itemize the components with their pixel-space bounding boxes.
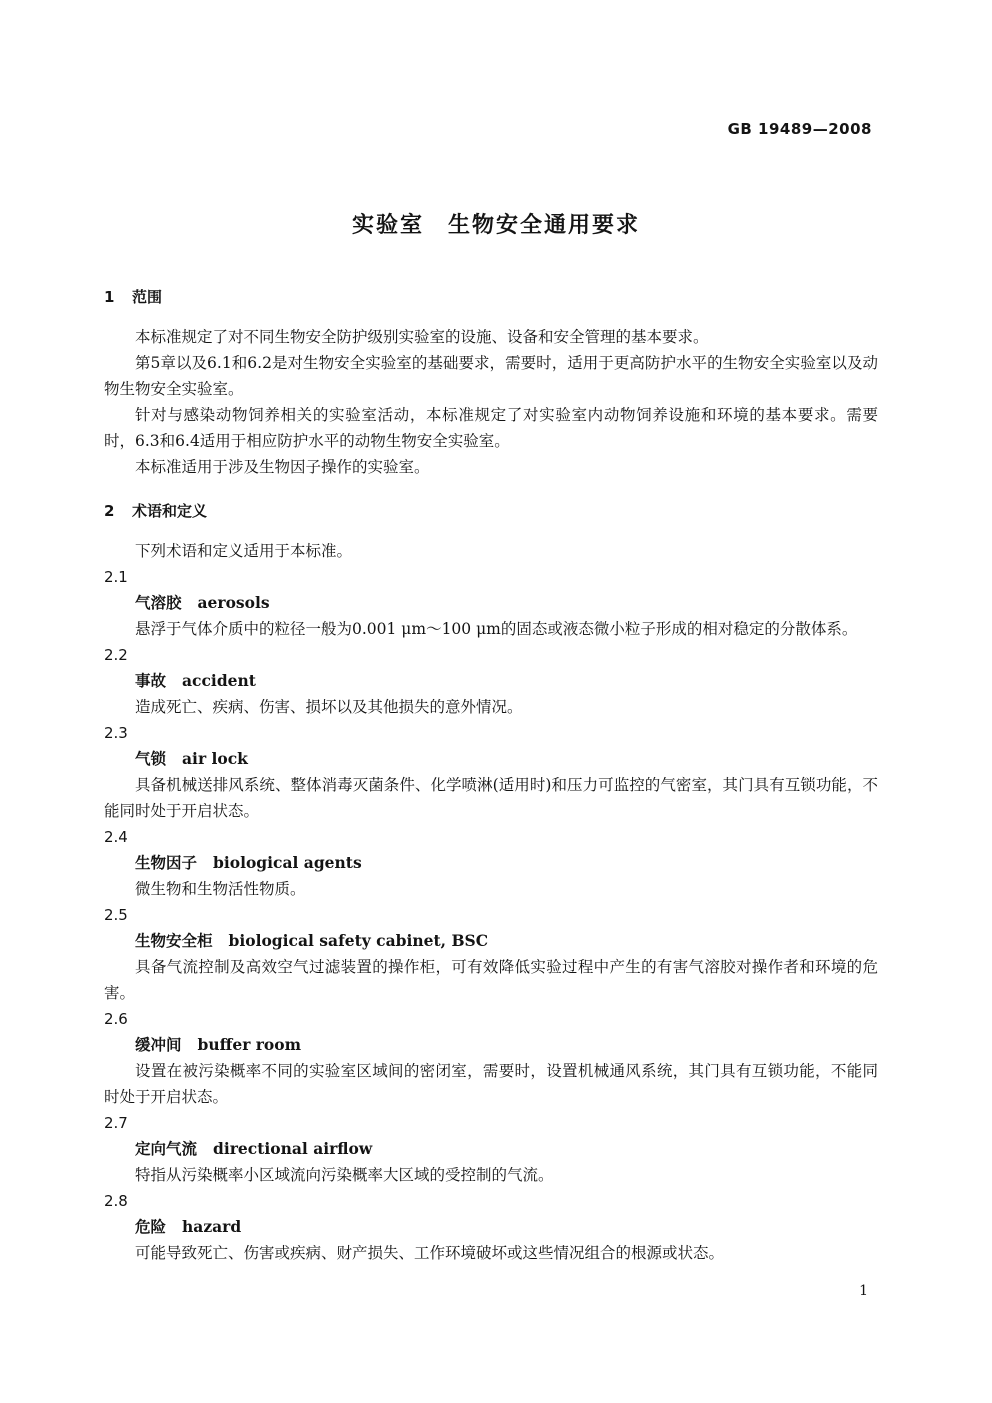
standard-code: GB 19489—2008 bbox=[727, 120, 872, 138]
term-zh: 气溶胶 bbox=[135, 593, 182, 612]
term-number: 2.7 bbox=[104, 1114, 128, 1132]
term-title bbox=[104, 850, 878, 876]
term-entry bbox=[104, 1006, 878, 1110]
paragraph: 针对与感染动物饲养相关的实验室活动，本标准规定了对实验室内动物饲养设施和环境的基本要求。需要时，6.3和6.4适用于相应防护水平的动物生物安全实验室。 bbox=[104, 406, 878, 450]
term-definition: 具备机械送排风系统、整体消毒灭菌条件、化学喷淋(适用时)和压力可监控的气密室，其门具有互锁功能，不能同时处于开启状态。 bbox=[104, 776, 878, 820]
term-number: 2.3 bbox=[104, 724, 128, 742]
paragraph: 本标准适用于涉及生物因子操作的实验室。 bbox=[135, 458, 430, 476]
term-entry bbox=[104, 1110, 878, 1188]
term-en: biological agents bbox=[213, 853, 362, 872]
term-entry bbox=[104, 720, 878, 824]
term-definition: 特指从污染概率小区域流向污染概率大区域的受控制的气流。 bbox=[135, 1166, 554, 1184]
term-en: air lock bbox=[182, 749, 248, 768]
section-title: 范围 bbox=[132, 288, 163, 306]
term-definition: 具备气流控制及高效空气过滤装置的操作柜，可有效降低实验过程中产生的有害气溶胶对操作者和环境的危害。 bbox=[104, 958, 878, 1002]
section-heading-scope bbox=[104, 286, 878, 308]
term-definition: 造成死亡、疾病、伤害、损坏以及其他损失的意外情况。 bbox=[135, 698, 523, 716]
section-heading-terms bbox=[104, 500, 878, 522]
section-number: 1 bbox=[104, 288, 115, 306]
section-title: 术语和定义 bbox=[132, 502, 208, 520]
term-en: hazard bbox=[182, 1217, 242, 1236]
term-definition: 悬浮于气体介质中的粒径一般为0.001 μm～100 μm的固态或液态微小粒子形成的相对稳定的分散体系。 bbox=[135, 620, 858, 638]
term-en: biological safety cabinet, BSC bbox=[228, 931, 489, 950]
term-entry bbox=[104, 1188, 878, 1266]
term-title bbox=[104, 668, 878, 694]
term-en: accident bbox=[182, 671, 256, 690]
term-definition: 可能导致死亡、伤害或疾病、财产损失、工作环境破坏或这些情况组合的根源或状态。 bbox=[135, 1244, 725, 1262]
term-zh: 生物安全柜 bbox=[135, 931, 213, 950]
paragraph: 本标准规定了对不同生物安全防护级别实验室的设施、设备和安全管理的基本要求。 bbox=[135, 328, 709, 346]
document-title: 实验室 生物安全通用要求 bbox=[351, 213, 640, 238]
term-entry bbox=[104, 902, 878, 1006]
term-zh: 定向气流 bbox=[135, 1139, 198, 1158]
paragraph: 第5章以及6.1和6.2是对生物安全实验室的基础要求，需要时，适用于更高防护水平的生物安全实验室以及动物生物安全实验室。 bbox=[104, 354, 878, 398]
term-title bbox=[104, 590, 878, 616]
term-title bbox=[104, 1214, 878, 1240]
document-body bbox=[104, 280, 878, 1266]
term-en: buffer room bbox=[197, 1035, 302, 1054]
term-zh: 危险 bbox=[135, 1217, 167, 1236]
term-zh: 缓冲间 bbox=[135, 1035, 182, 1054]
term-number: 2.6 bbox=[104, 1010, 128, 1028]
term-title bbox=[104, 1136, 878, 1162]
section-number: 2 bbox=[104, 502, 115, 520]
term-number: 2.8 bbox=[104, 1192, 128, 1210]
term-definition: 微生物和生物活性物质。 bbox=[135, 880, 306, 898]
term-number: 2.5 bbox=[104, 906, 128, 924]
page-number: 1 bbox=[859, 1283, 868, 1299]
term-title bbox=[104, 1032, 878, 1058]
term-number: 2.2 bbox=[104, 646, 128, 664]
term-en: aerosols bbox=[197, 593, 270, 612]
term-title bbox=[104, 746, 878, 772]
term-number: 2.4 bbox=[104, 828, 128, 846]
term-en: directional airflow bbox=[213, 1139, 373, 1158]
term-definition: 设置在被污染概率不同的实验室区域间的密闭室，需要时，设置机械通风系统，其门具有互锁功能，不能同时处于开启状态。 bbox=[104, 1062, 878, 1106]
section-intro: 下列术语和定义适用于本标准。 bbox=[135, 542, 353, 560]
term-zh: 事故 bbox=[135, 671, 167, 690]
term-title bbox=[104, 928, 878, 954]
term-zh: 生物因子 bbox=[135, 853, 198, 872]
term-number: 2.1 bbox=[104, 568, 128, 586]
term-entry bbox=[104, 564, 878, 642]
term-zh: 气锁 bbox=[135, 749, 167, 768]
term-entry bbox=[104, 824, 878, 902]
term-entry bbox=[104, 642, 878, 720]
